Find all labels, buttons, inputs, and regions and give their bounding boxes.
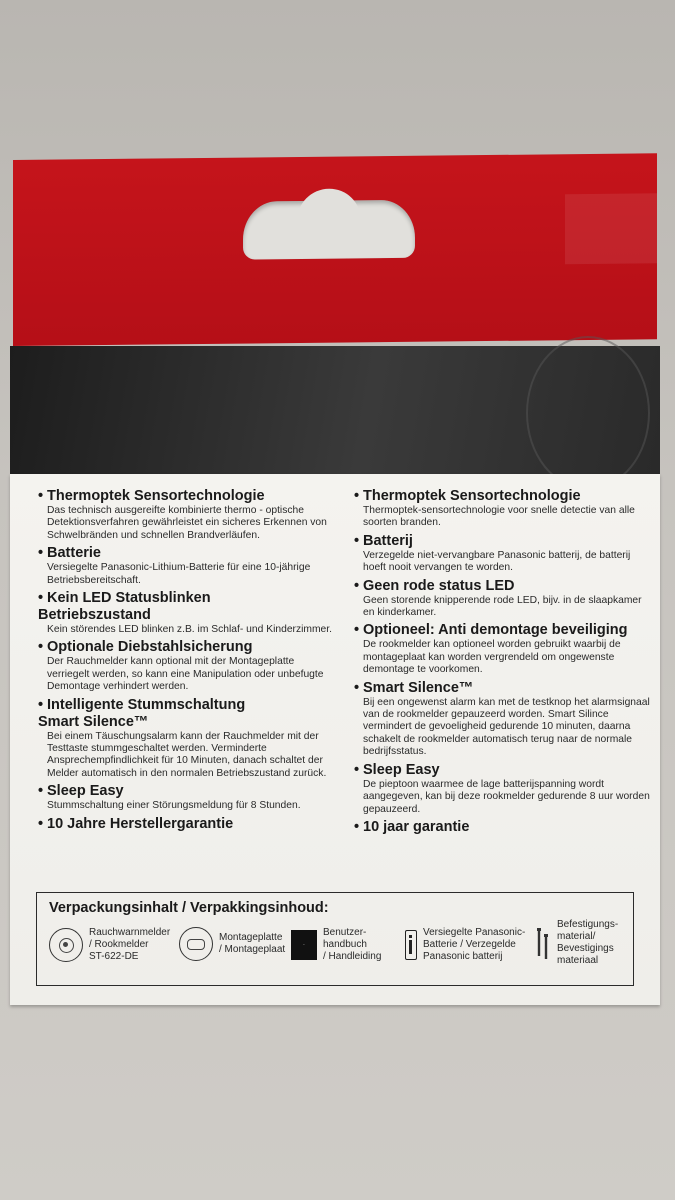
bullet-icon: • <box>354 818 360 835</box>
bullet-icon: • <box>38 639 44 656</box>
feature-title-text: 10 jaar garantie <box>363 818 470 835</box>
feature-block <box>354 680 650 759</box>
feature-title <box>354 680 650 697</box>
item-label: Befestigungs- material/ Bevestigings materiaal <box>557 919 619 966</box>
red-header-band <box>13 153 657 346</box>
feature-block <box>354 762 650 816</box>
feature-description: Thermoptek-sensortechnologie voor snelle detectie van alle soorten branden. <box>363 505 635 529</box>
feature-title-text: Sleep Easy <box>47 783 124 800</box>
feature-description: Das technisch ausgereifte kombinierte thermo - optische Detektionsverfahren gewährleistet ein sicheres Erkennen von Schwelbränden und schnellen Brandverläufen. <box>47 505 327 541</box>
feature-title-text: Batterie <box>47 545 101 562</box>
contents-item-battery <box>405 927 525 963</box>
contents-item-mounting-plate <box>179 927 285 961</box>
feature-subtitle: Betriebszustand <box>38 607 151 624</box>
bullet-icon: • <box>38 545 44 562</box>
feature-description: Bij een ongewenst alarm kan met de testknop het alarmsignaal van de rookmelder gepauzeerd worden. Smart Silince vermindert de gevoeligheid gedurende 10 minuten, daarna schakelt de rookmelder automatisch terug naar de normale bedrijfsstatus. <box>363 696 650 758</box>
feature-block <box>38 488 338 542</box>
feature-title <box>354 622 650 639</box>
smoke-detector-icon <box>49 928 83 962</box>
feature-title <box>354 578 650 595</box>
feature-block <box>38 590 338 636</box>
contents-item-screws <box>535 919 618 967</box>
feature-title <box>38 783 338 800</box>
feature-title <box>38 639 338 656</box>
bullet-icon: • <box>38 488 44 504</box>
feature-block <box>354 622 650 676</box>
manual-icon: · <box>291 930 317 960</box>
feature-subtitle: Smart Silence™ <box>38 713 149 730</box>
feature-title <box>38 488 338 505</box>
feature-block <box>354 533 650 575</box>
feature-block <box>38 697 338 781</box>
product-package <box>10 160 660 1005</box>
item-label: Rauchwarnmelder / Rookmelder ST-622-DE <box>89 927 171 962</box>
feature-title-text: Thermoptek Sensortechnologie <box>363 488 581 504</box>
feature-title-text: Geen rode status LED <box>363 577 515 594</box>
bullet-icon: • <box>354 679 360 696</box>
feature-block <box>354 578 650 620</box>
feature-title-text: Thermoptek Sensortechnologie <box>47 488 265 504</box>
contents-item-smoke-detector <box>49 927 170 963</box>
bullet-icon: • <box>38 590 44 607</box>
contents-item-manual <box>291 927 381 963</box>
feature-title <box>354 488 650 505</box>
feature-block <box>354 488 650 530</box>
item-label: Montageplatte / Montageplaat <box>219 932 286 955</box>
contents-title: Verpackungsinhalt / Verpakkingsinhoud: <box>49 900 329 916</box>
feature-description: Kein störendes LED blinken z.B. im Schlaf- und Kinderzimmer. <box>47 624 333 636</box>
feature-title-text: Optionale Diebstahlsicherung <box>47 639 253 656</box>
feature-title <box>38 697 338 731</box>
mounting-plate-icon <box>179 927 213 961</box>
feature-block <box>38 783 338 812</box>
item-label: Versiegelte Panasonic- Batterie / Verzegelde Panasonic batterij <box>423 927 526 962</box>
feature-block <box>354 819 650 836</box>
feature-title-text: 10 Jahre Herstellergarantie <box>47 815 234 832</box>
feature-description: Versiegelte Panasonic-Lithium-Batterie für eine 10-jährige Betriebsbereitschaft. <box>47 562 311 586</box>
feature-title <box>38 545 338 562</box>
bullet-icon: • <box>354 488 360 504</box>
feature-description: De pieptoon waarmee de lage batterijspanning wordt aangegeven, kan bij deze rookmelder gedurende 8 uur worden gepauzeerd. <box>363 778 650 815</box>
feature-description: Stummschaltung einer Störungsmeldung für 8 Stunden. <box>47 800 301 812</box>
package-contents-box <box>36 892 634 986</box>
feature-title-text: Optioneel: Anti demontage beveiliging <box>363 622 628 639</box>
feature-block <box>38 816 338 833</box>
feature-description: Geen storende knipperende rode LED, bijv. in de slaapkamer en kinderkamer. <box>363 594 642 619</box>
feature-title <box>38 590 338 624</box>
feature-title-text: Intelligente Stummschaltung <box>47 696 246 713</box>
feature-block <box>38 639 338 693</box>
bullet-icon: • <box>354 577 360 594</box>
feature-title-text: Batterij <box>363 532 413 549</box>
feature-description: Verzegelde niet-vervangbare Panasonic batterij, de batterij hoeft nooit vervangen te worden. <box>363 549 631 574</box>
bullet-icon: • <box>38 783 44 800</box>
feature-title-text: Sleep Easy <box>363 761 440 778</box>
bullet-icon: • <box>354 761 360 778</box>
feature-title <box>354 762 650 779</box>
bullet-icon: • <box>354 532 360 549</box>
item-label: Benutzer- handbuch / Handleiding <box>323 927 382 962</box>
bullet-icon: • <box>38 815 44 832</box>
hang-hole <box>243 200 415 260</box>
feature-block <box>38 545 338 587</box>
screws-icon <box>535 926 551 960</box>
feature-description: Der Rauchmelder kann optional mit der Montageplatte verriegelt werden, so kann eine Manipulation oder unbefugte Demontage verhindert werden. <box>47 656 324 693</box>
german-column <box>38 488 338 836</box>
bullet-icon: • <box>354 622 360 639</box>
feature-title <box>354 533 650 550</box>
dutch-column <box>354 488 650 839</box>
feature-title-text: Kein LED Statusblinken <box>47 590 211 607</box>
feature-description: Bei einem Täuschungsalarm kann der Rauchmelder mit der Testtaste stummgeschaltet werden. Verminderte Ansprechempfindlichkeit für 10 Minuten, danach schaltet der Melder automatisch in den normalen Betriebszustand zurück. <box>47 730 327 779</box>
bullet-icon: • <box>38 696 44 713</box>
feature-title <box>38 816 338 833</box>
info-panel <box>10 474 660 1005</box>
feature-title <box>354 819 650 836</box>
feature-description: De rookmelder kan optioneel worden gebruikt waarbij de montageplaat kan worden vergrendeld om ongewenste demontage te voorkomen. <box>363 639 621 676</box>
reflection <box>565 193 657 264</box>
feature-title-text: Smart Silence™ <box>363 679 474 696</box>
battery-icon <box>405 930 417 960</box>
blister-window <box>10 346 660 474</box>
